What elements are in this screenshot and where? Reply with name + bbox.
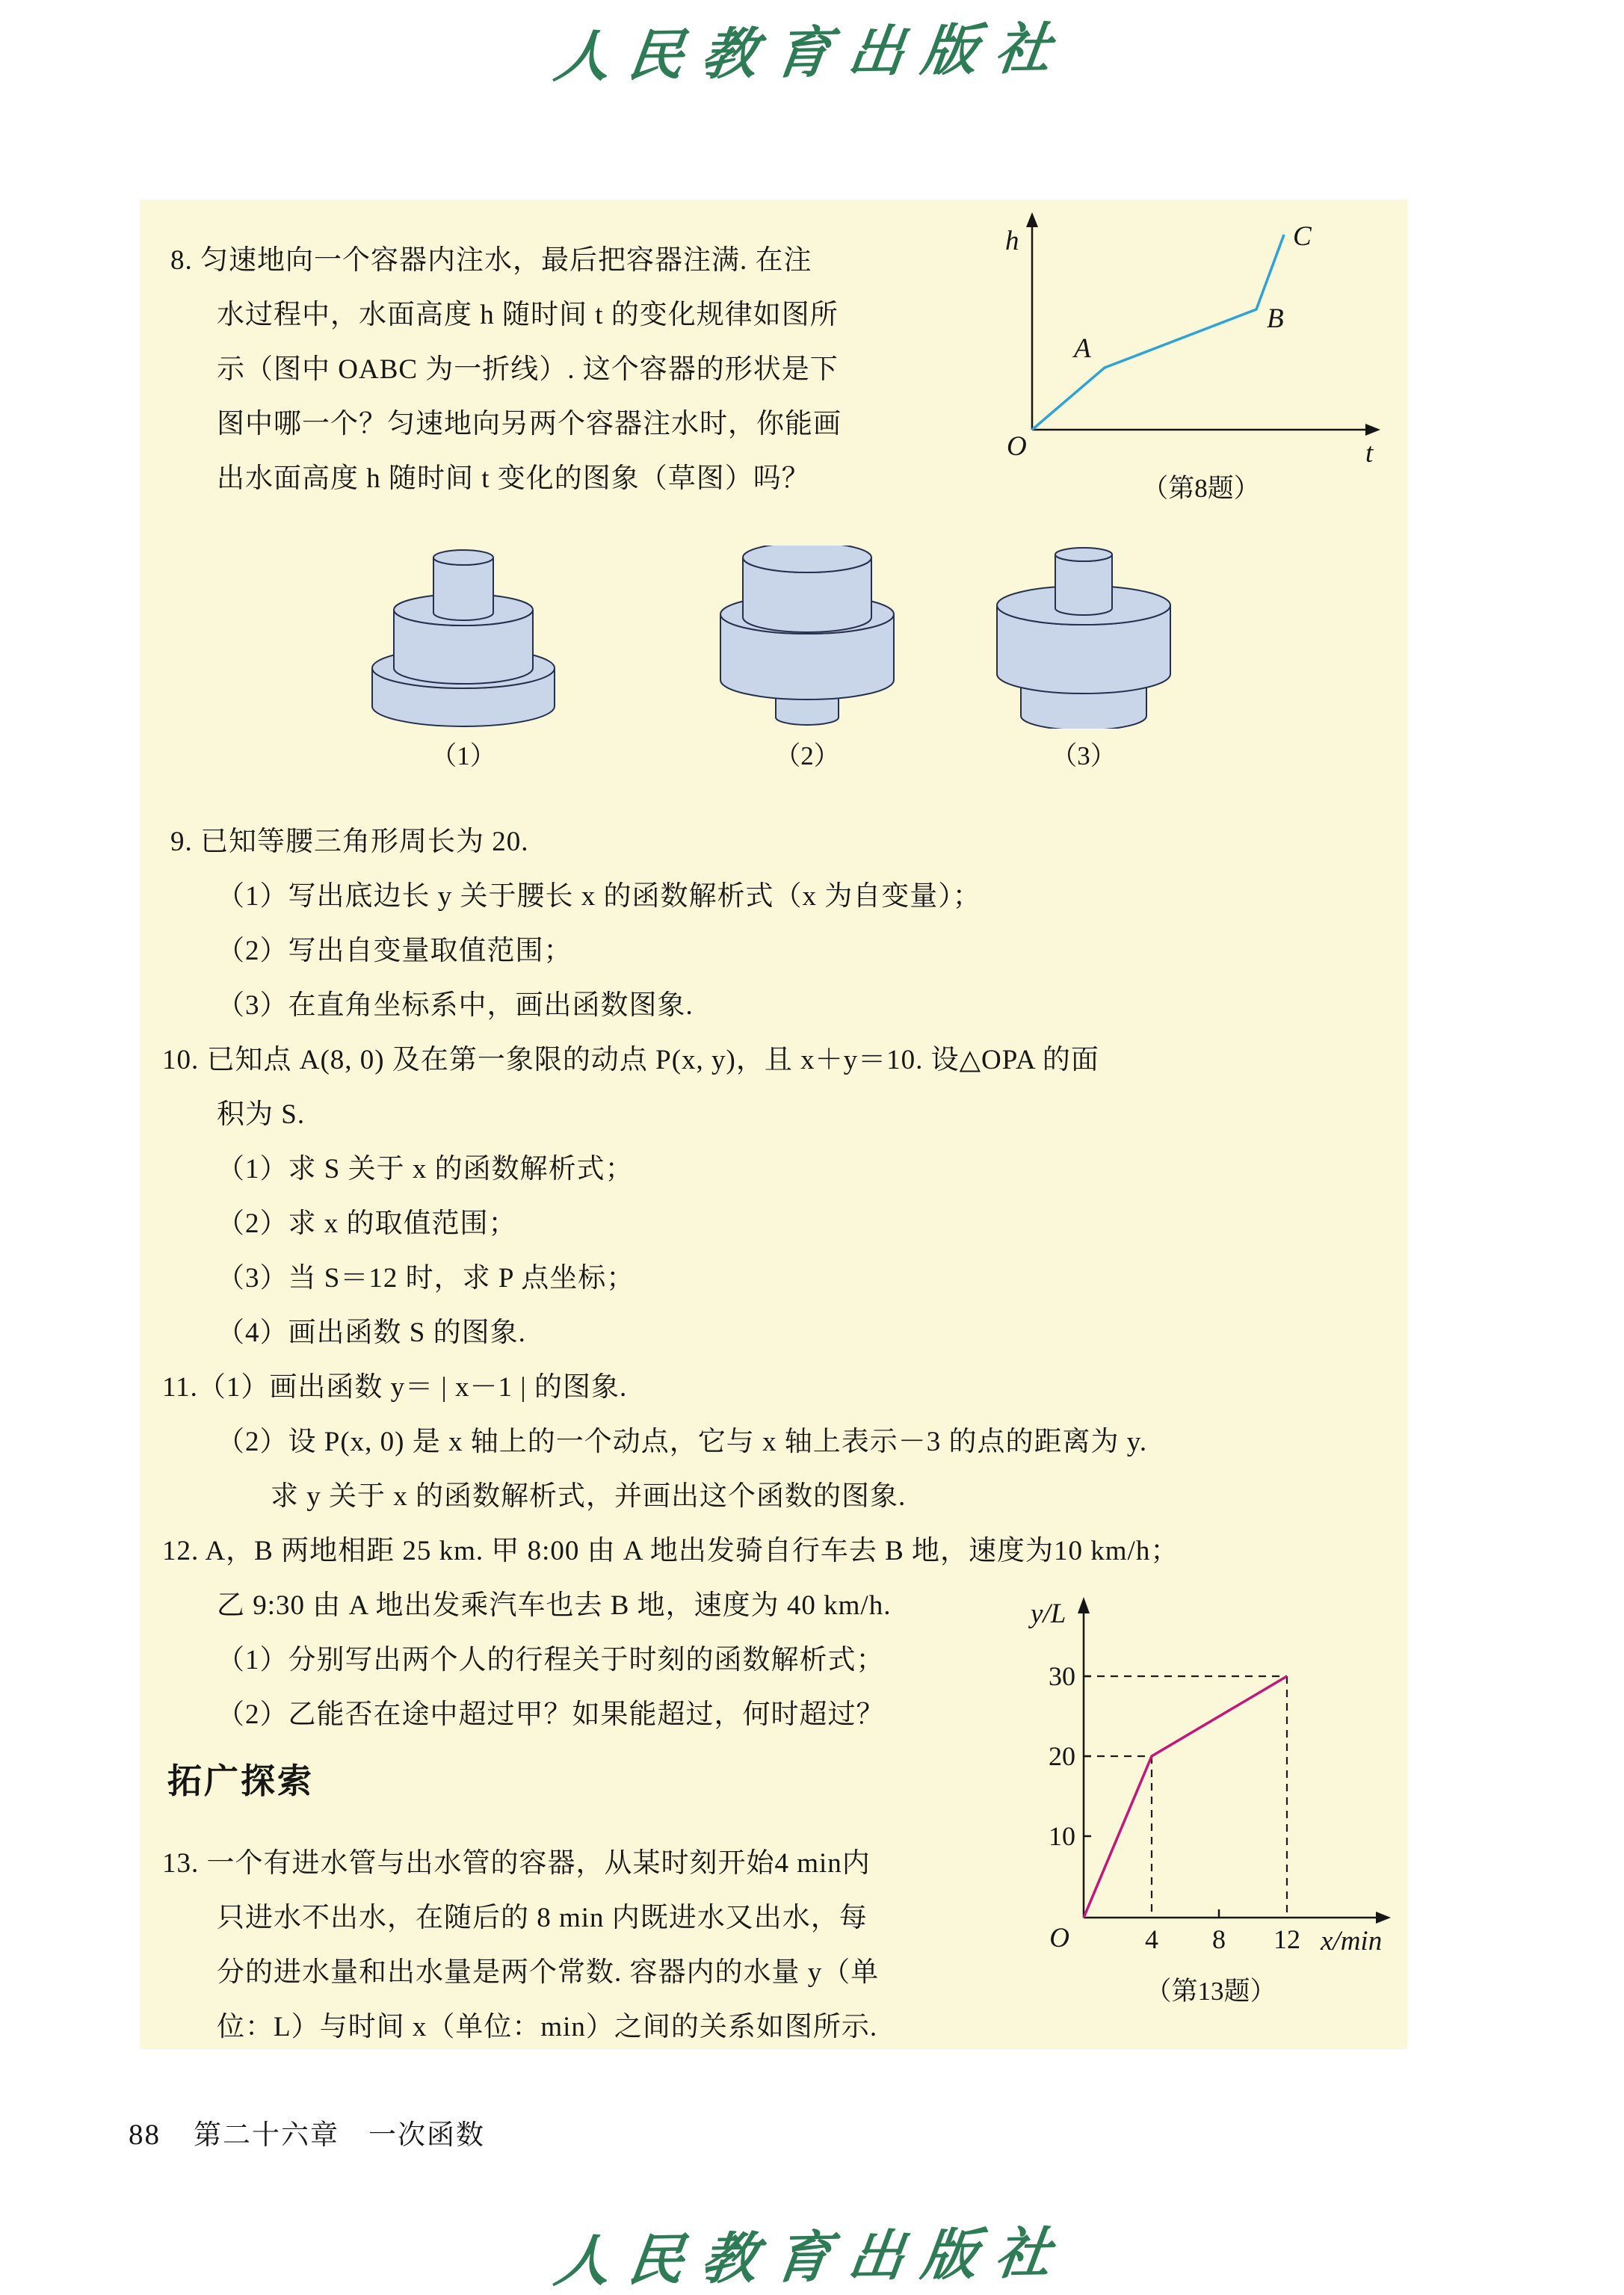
y-tick-30: 30 [1049, 1661, 1075, 1691]
y-axis-arrow [1078, 1597, 1090, 1613]
water-volume-polyline [1084, 1676, 1287, 1918]
y-axis-arrow [1026, 212, 1038, 227]
point-label-b: B [1267, 303, 1284, 334]
point-label-a: A [1074, 333, 1091, 364]
container-2-drawing [708, 546, 906, 729]
problem-10-line: （2）求 x 的取值范围； [217, 1208, 517, 1239]
publisher-logo-bottom: 人民教育出版社 [550, 2223, 1072, 2294]
section-heading: 拓广探索 [167, 1761, 314, 1800]
x-tick-12: 12 [1273, 1924, 1300, 1954]
publisher-logo-top: 人民教育出版社 [550, 19, 1072, 89]
page-footer [129, 2112, 485, 2152]
problem-9 [140, 815, 1407, 1033]
problem-9-line: （2）写出自变量取值范围； [217, 936, 572, 966]
problem-11-line: （2）设 P(x, 0) 是 x 轴上的一个动点，它与 x 轴上表示－3 的点的距离为 y. [217, 1427, 1148, 1457]
axis-label-h: h [1005, 226, 1019, 256]
container-figure-2 [708, 546, 906, 773]
container-figure-3 [985, 546, 1182, 773]
axis-label-t: t [1365, 438, 1374, 465]
problem-11 [140, 1360, 1407, 1524]
problem-9-line: （1）写出底边长 y 关于腰长 x 的函数解析式（x 为自变量）； [217, 881, 981, 912]
point-label-c: C [1293, 221, 1312, 252]
x-tick-8: 8 [1212, 1924, 1226, 1954]
x-axis-arrow [1376, 1912, 1391, 1924]
figure-problem13-graph [1011, 1594, 1407, 2008]
problem-10 [140, 1033, 1407, 1360]
problem-12-line: 12. A，B 两地相距 25 km. 甲 8:00 由 A 地出发骑自行车去 B 地，速度为10 km/h； [162, 1536, 1179, 1566]
origin-label: O [1007, 431, 1027, 462]
exercise-panel [140, 200, 1407, 2049]
problem-8-line: 出水面高度 h 随时间 t 变化的图象（草图）吗？ [217, 463, 810, 494]
problem-8-line: 水过程中，水面高度 h 随时间 t 的变化规律如图所 [217, 300, 839, 330]
problem-10-line: 积为 S. [217, 1099, 306, 1130]
problem-9-line: （3）在直角坐标系中，画出函数图象. [217, 990, 694, 1021]
problem-8-line: 8. 匀速地向一个容器内注水，最后把容器注满. 在注 [170, 245, 812, 276]
x-tick-4: 4 [1145, 1924, 1158, 1954]
problem-13-line: 分的进水量和出水量是两个常数. 容器内的水量 y（单 [217, 1957, 880, 1988]
figure-caption: （第8题） [1142, 474, 1260, 503]
problem-9-line: 9. 已知等腰三角形周长为 20. [170, 827, 529, 857]
problem-11-line: 求 y 关于 x 的函数解析式，并画出这个函数的图象. [271, 1481, 907, 1512]
container-1-label: （1） [430, 741, 496, 770]
container-3-label: （3） [1051, 741, 1117, 770]
figure-problem8-graph [999, 211, 1403, 505]
container-2-label: （2） [774, 741, 840, 770]
origin-label: O [1049, 1923, 1069, 1953]
problem-12-line: （2）乙能否在途中超过甲？如果能超过，何时超过？ [217, 1699, 885, 1730]
page-number: 88 [129, 2119, 161, 2151]
problem-10-line: 10. 已知点 A(8, 0) 及在第一象限的动点 P(x, y)，且 x＋y＝10. 设△OPA 的面 [162, 1045, 1099, 1075]
container-figure-1 [365, 546, 562, 773]
figure-caption: （第13题） [1145, 1977, 1276, 2006]
problem-13-line: 位：L）与时间 x（单位：min）之间的关系如图所示. [217, 2012, 878, 2042]
container-1-drawing [365, 546, 562, 729]
oabc-polyline [1032, 235, 1284, 430]
y-tick-10: 10 [1049, 1821, 1075, 1851]
container-3-drawing [985, 546, 1182, 729]
y-axis-label: y/L [1031, 1599, 1066, 1629]
dashed-guides [1084, 1676, 1287, 1918]
x-axis-arrow [1365, 424, 1380, 436]
y-tick-20: 20 [1049, 1741, 1075, 1771]
problem-8-line: 示（图中 OABC 为一折线）. 这个容器的形状是下 [217, 354, 839, 385]
container-figures-row [140, 542, 1407, 773]
chapter-title: 第二十六章 一次函数 [194, 2120, 485, 2151]
h-t-line-chart [999, 211, 1403, 465]
problem-13-line: 13. 一个有进水管与出水管的容器，从某时刻开始4 min内 [162, 1848, 871, 1879]
problem-11-line: 11.（1）画出函数 y＝ | x－1 | 的图象. [162, 1372, 628, 1403]
problem-12-line: （1）分别写出两个人的行程关于时刻的函数解析式； [217, 1645, 885, 1675]
problem-10-line: （4）画出函数 S 的图象. [217, 1318, 526, 1348]
problem-10-line: （1）求 S 关于 x 的函数解析式； [217, 1154, 634, 1184]
problem-8-line: 图中哪一个？匀速地向另两个容器注水时，你能画 [217, 409, 842, 439]
x-axis-label: x/min [1321, 1926, 1383, 1956]
problem-12-line: 乙 9:30 由 A 地出发乘汽车也去 B 地，速度为 40 km/h. [217, 1590, 892, 1621]
water-volume-line-chart [1011, 1594, 1407, 1968]
problem-13-line: 只进水不出水，在随后的 8 min 内既进水又出水，每 [217, 1903, 868, 1933]
problem-10-line: （3）当 S＝12 时，求 P 点坐标； [217, 1263, 635, 1294]
